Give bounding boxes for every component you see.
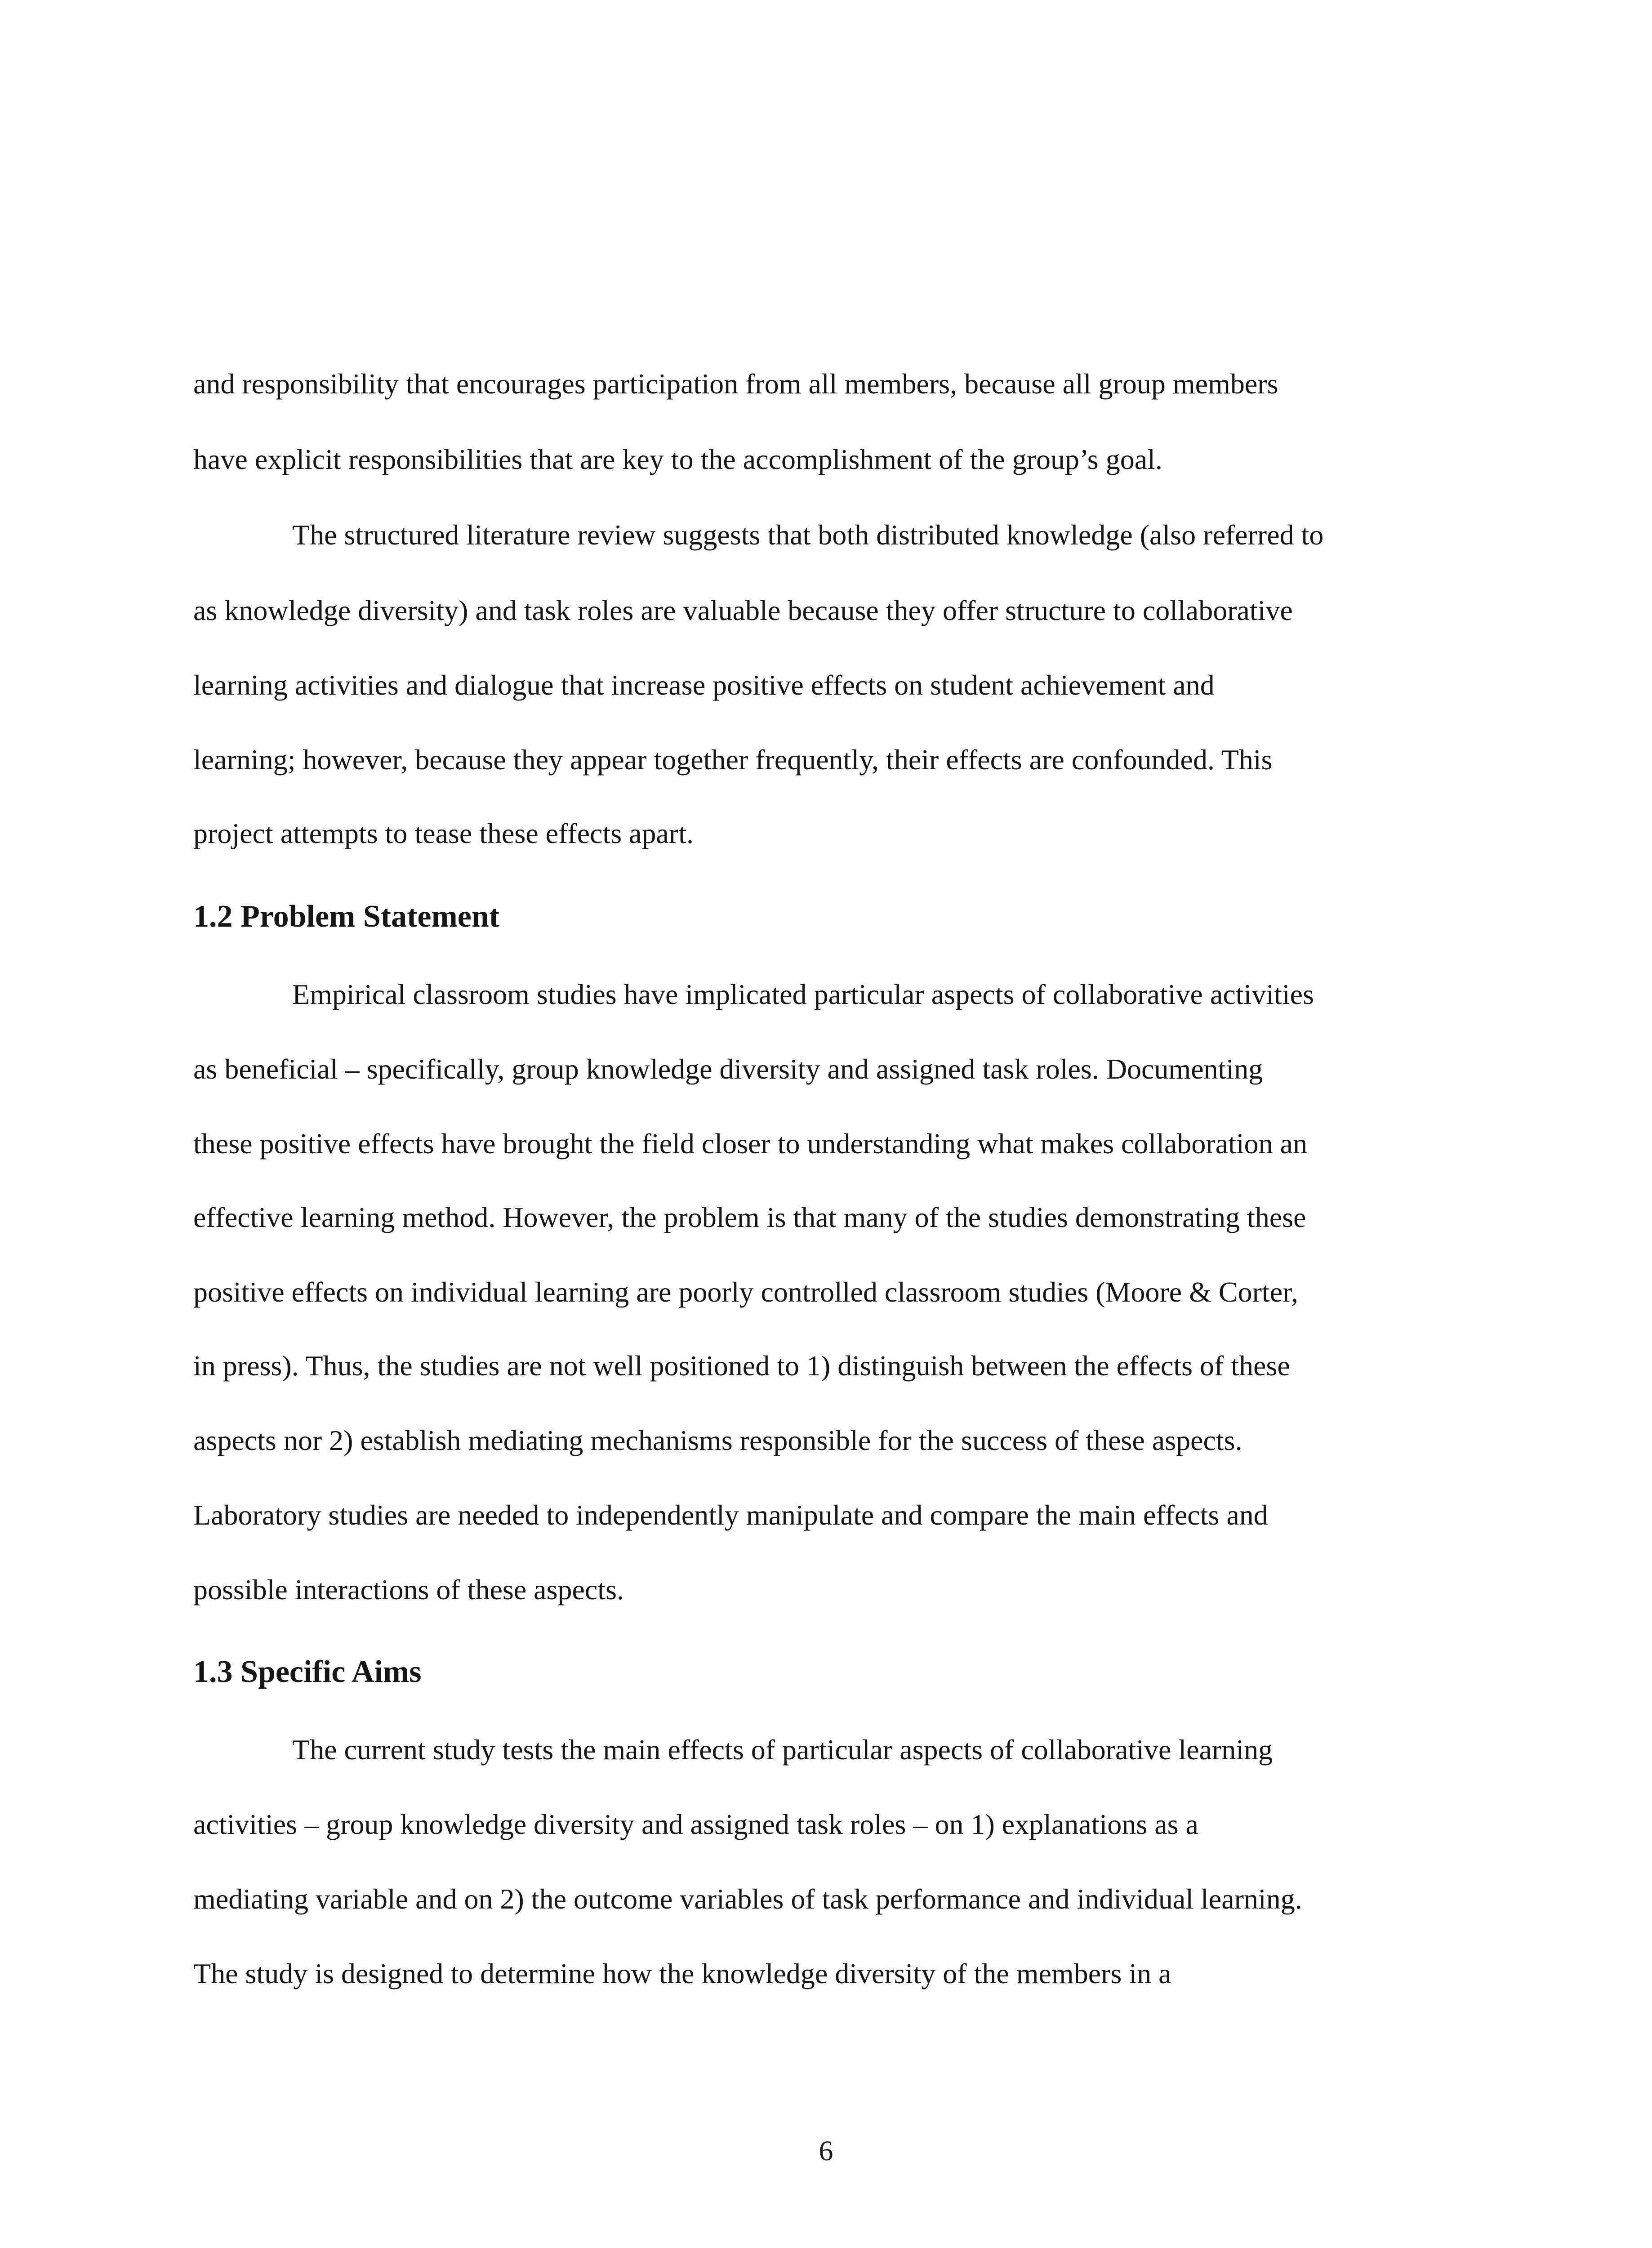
paragraph-problem-line-8: Laboratory studies are needed to independently manipulate and compare the main effects and	[193, 1499, 1268, 1531]
section-heading-problem-statement: 1.2 Problem Statement	[193, 899, 500, 934]
paragraph-problem-line-2: as beneficial – specifically, group knowledge diversity and assigned task roles. Documenting	[193, 1053, 1263, 1085]
paragraph-review-line-1: The structured literature review suggests that both distributed knowledge (also referred to	[292, 519, 1324, 551]
paragraph-problem-line-9: possible interactions of these aspects.	[193, 1574, 624, 1606]
paragraph-problem-line-7: aspects nor 2) establish mediating mechanisms responsible for the success of these aspects.	[193, 1424, 1242, 1456]
section-heading-specific-aims: 1.3 Specific Aims	[193, 1655, 422, 1689]
paragraph-review-line-4: learning; however, because they appear together frequently, their effects are confounded. This	[193, 744, 1273, 776]
page-number: 6	[819, 2135, 833, 2167]
paragraph-problem-line-3: these positive effects have brought the field closer to understanding what makes collaboration an	[193, 1128, 1308, 1160]
paragraph-review-line-5: project attempts to tease these effects apart.	[193, 817, 694, 849]
paragraph-aims-line-3: mediating variable and on 2) the outcome variables of task performance and individual learning.	[193, 1883, 1302, 1915]
paragraph-aims-line-4: The study is designed to determine how the knowledge diversity of the members in a	[193, 1958, 1171, 1989]
paragraph-continuation-line-1: and responsibility that encourages participation from all members, because all group members	[193, 368, 1278, 400]
paragraph-review-line-2: as knowledge diversity) and task roles are valuable because they offer structure to collaborative	[193, 594, 1293, 626]
paragraph-aims-line-1: The current study tests the main effects of particular aspects of collaborative learning	[292, 1734, 1273, 1766]
paragraph-problem-line-5: positive effects on individual learning are poorly controlled classroom studies (Moore & Corter,	[193, 1276, 1298, 1308]
paragraph-problem-line-4: effective learning method. However, the problem is that many of the studies demonstrating these	[193, 1201, 1306, 1233]
paragraph-review-line-3: learning activities and dialogue that increase positive effects on student achievement and	[193, 669, 1215, 701]
paragraph-problem-line-1: Empirical classroom studies have implicated particular aspects of collaborative activities	[292, 978, 1314, 1010]
paragraph-continuation-line-2: have explicit responsibilities that are key to the accomplishment of the group’s goal.	[193, 443, 1162, 475]
paragraph-problem-line-6: in press). Thus, the studies are not well positioned to 1) distinguish between the effects of these	[193, 1350, 1290, 1382]
paragraph-aims-line-2: activities – group knowledge diversity and assigned task roles – on 1) explanations as a	[193, 1808, 1198, 1840]
